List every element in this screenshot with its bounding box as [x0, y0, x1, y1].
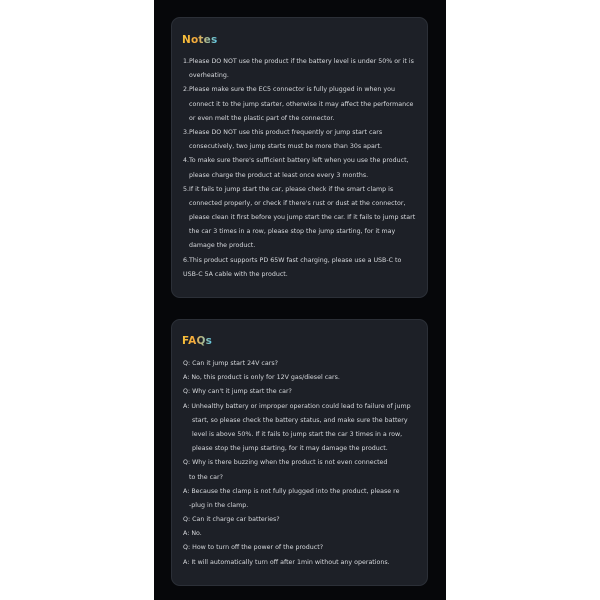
faq-line: A: Unhealthy battery or improper operation could lead to failure of jump	[183, 402, 411, 410]
content-panel	[154, 0, 446, 600]
faq-line: Q: Can it charge car batteries?	[183, 516, 280, 524]
notes-line: 3.Please DO NOT use this product frequently or jump start cars	[183, 128, 383, 136]
notes-line: 5.If it fails to jump start the car, please check if the smart clamp is	[183, 185, 394, 193]
notes-title: Notes	[182, 34, 218, 46]
faq-line: A: Because the clamp is not fully plugged into the product, please re	[183, 487, 400, 495]
notes-line: the car 3 times in a row, please stop the jump starting, for it may	[189, 228, 396, 236]
faqs-body	[183, 357, 423, 570]
faq-line: to the car?	[189, 473, 223, 481]
notes-line: overheating.	[189, 72, 229, 80]
notes-line: please charge the product at least once every 3 months.	[189, 171, 369, 179]
notes-line: consecutively, two jump starts must be more than 30s apart.	[189, 143, 382, 151]
faq-line: A: No, this product is only for 12V gas/diesel cars.	[183, 374, 340, 382]
notes-line: connect it to the jump starter, otherwise it may affect the performance	[189, 100, 414, 108]
faq-line: Q: Why can't it jump start the car?	[183, 388, 292, 396]
notes-line: 4.To make sure there's sufficient battery left when you use the product,	[183, 157, 409, 165]
notes-line: 1.Please DO NOT use the product if the battery level is under 50% or it is	[183, 58, 414, 65]
faqs-card	[171, 319, 428, 586]
faq-line: Q: Why is there buzzing when the product is not even connected	[183, 459, 388, 467]
notes-line: damage the product.	[189, 242, 256, 250]
faq-line: please stop the jump starting, for it may damage the product.	[192, 445, 388, 453]
faq-line: A: It will automatically turn off after 1min without any operations.	[183, 558, 390, 566]
notes-line: please clean it first before you jump start the car. If it fails to jump start	[189, 214, 416, 222]
notes-line: or even melt the plastic part of the connector.	[189, 114, 335, 122]
faq-line: Q: How to turn off the power of the product?	[183, 544, 324, 552]
notes-body	[183, 55, 423, 282]
faq-line: start, so please check the battery status, and make sure the battery	[192, 416, 408, 424]
notes-line: USB-C 5A cable with the product.	[183, 270, 288, 278]
notes-line: 6.This product supports PD 65W fast charging, please use a USB-C to	[183, 256, 402, 264]
faqs-title: FAQs	[182, 335, 213, 347]
notes-line: connected properly, or check if there's rust or dust at the connector,	[189, 199, 406, 207]
faq-line: level is above 50%. If it fails to jump start the car 3 times in a row,	[192, 430, 403, 438]
notes-card	[171, 17, 428, 298]
notes-line: 2.Please make sure the EC5 connector is fully plugged in when you	[183, 86, 395, 94]
faq-line: Q: Can it jump start 24V cars?	[183, 360, 278, 367]
faq-line: A: No.	[183, 530, 202, 538]
faq-line: -plug in the clamp.	[189, 501, 249, 509]
